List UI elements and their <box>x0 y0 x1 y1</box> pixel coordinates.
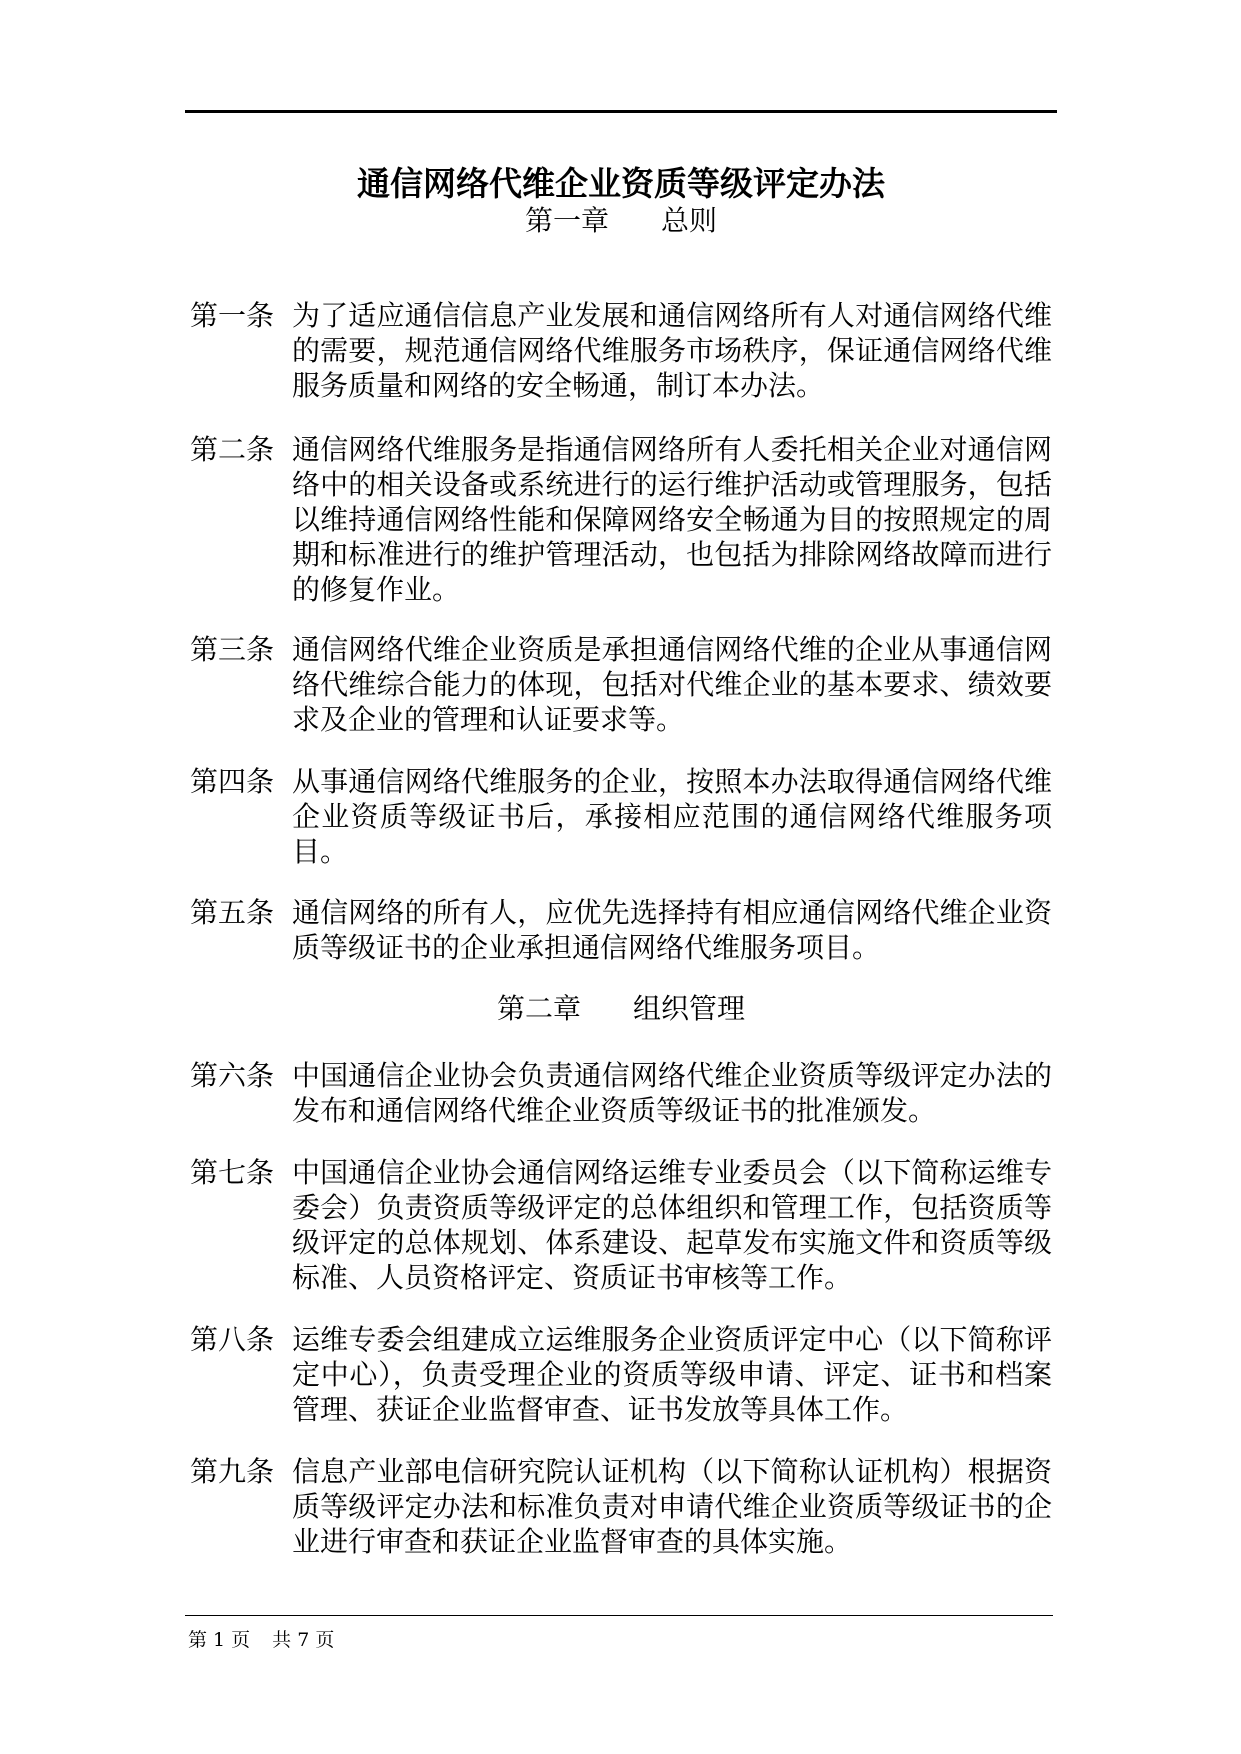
article-3 <box>190 632 1052 737</box>
chapter-number: 第一章 <box>524 204 609 237</box>
article-9 <box>190 1454 1052 1559</box>
article-5 <box>190 895 1052 965</box>
article-label: 第四条 <box>190 765 275 798</box>
article-text: 运维专委会组建成立运维服务企业资质评定中心（以下简称评定中心），负责受理企业的资质等级申请、评定、证书和档案管理、获证企业监督审查、证书发放等具体工作。 <box>292 1323 1052 1426</box>
article-text: 通信网络代维企业资质是承担通信网络代维的企业从事通信网络代维综合能力的体现，包括对代维企业的基本要求、绩效要求及企业的管理和认证要求等。 <box>292 633 1052 736</box>
page-footer <box>188 1626 334 1654</box>
article-text: 信息产业部电信研究院认证机构（以下简称认证机构）根据资质等级评定办法和标准负责对申请代维企业资质等级证书的企业进行审查和获证企业监督审查的具体实施。 <box>292 1455 1052 1558</box>
article-label: 第二条 <box>190 433 275 466</box>
page-total: 共 7 页 <box>272 1629 335 1651</box>
article-label: 第八条 <box>190 1323 275 1356</box>
chapter-heading-1 <box>185 200 1057 242</box>
article-2 <box>190 432 1052 607</box>
page-number: 第 1 页 <box>188 1629 251 1651</box>
chapter-heading-2 <box>185 988 1057 1030</box>
chapter-name: 总则 <box>661 204 718 237</box>
chapter-number: 第二章 <box>496 992 581 1025</box>
article-label: 第七条 <box>190 1156 275 1189</box>
article-text: 中国通信企业协会负责通信网络代维企业资质等级评定办法的发布和通信网络代维企业资质等级证书的批准颁发。 <box>292 1059 1052 1127</box>
article-7 <box>190 1155 1052 1295</box>
article-label: 第一条 <box>190 299 275 332</box>
article-6 <box>190 1058 1052 1128</box>
article-label: 第九条 <box>190 1455 275 1488</box>
article-text: 为了适应通信信息产业发展和通信网络所有人对通信网络代维的需要，规范通信网络代维服务市场秩序，保证通信网络代维服务质量和网络的安全畅通，制订本办法。 <box>292 299 1052 402</box>
article-1 <box>190 298 1052 403</box>
article-4 <box>190 764 1052 869</box>
footer-rule <box>185 1615 1053 1616</box>
article-8 <box>190 1322 1052 1427</box>
article-text: 通信网络代维服务是指通信网络所有人委托相关企业对通信网络中的相关设备或系统进行的运行维护活动或管理服务，包括以维持通信网络性能和保障网络安全畅通为目的按照规定的周期和标准进行的维护管理活动，也包括为排除网络故障而进行的修复作业。 <box>292 433 1052 606</box>
chapter-name: 组织管理 <box>633 992 746 1025</box>
article-text: 通信网络的所有人，应优先选择持有相应通信网络代维企业资质等级证书的企业承担通信网络代维服务项目。 <box>292 896 1052 964</box>
header-rule <box>185 110 1057 113</box>
article-label: 第六条 <box>190 1059 275 1092</box>
article-label: 第三条 <box>190 633 275 666</box>
article-text: 从事通信网络代维服务的企业，按照本办法取得通信网络代维企业资质等级证书后，承接相应范围的通信网络代维服务项目。 <box>292 765 1052 868</box>
article-text: 中国通信企业协会通信网络运维专业委员会（以下简称运维专委会）负责资质等级评定的总体组织和管理工作，包括资质等级评定的总体规划、体系建设、起草发布实施文件和资质等级标准、人员资格评定、资质证书审核等工作。 <box>292 1156 1052 1294</box>
article-label: 第五条 <box>190 896 275 929</box>
document-title: 通信网络代维企业资质等级评定办法 <box>357 164 885 203</box>
